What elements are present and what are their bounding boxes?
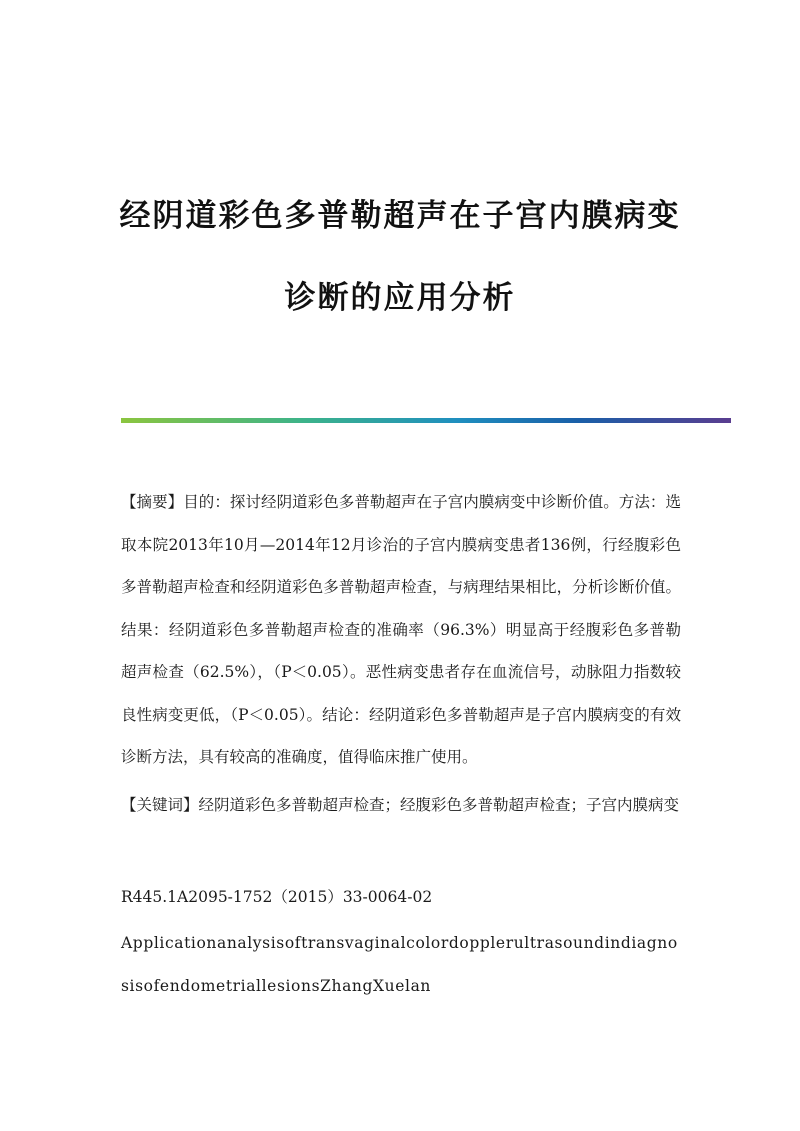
abstract-text: 目的：探讨经阴道彩色多普勒超声在子宫内膜病变中诊断价值。方法：选取本院2013年10月—2014年12月诊治的子宫内膜病变患者136例，行经腹彩色多普勒超声检查和经阴道彩色多普勒超声检查，与病理结果相比，分析诊断价值。结果：经阴道彩色多普勒超声检查的准确率（96.3%）明显高于经腹彩色多普勒超声检查（62.5%），（P＜0.05）。恶性病变患者存在血流信号，动脉阻力指数较良性病变更低，（P＜0.05）。结论：经阴道彩色多普勒超声是子宫内膜病变的有效诊断方法，具有较高的准确度，值得临床推广使用。 — [121, 493, 681, 766]
title-line-1: 经阴道彩色多普勒超声在子宫内膜病变 — [119, 198, 681, 234]
title-line-2: 诊断的应用分析 — [284, 280, 516, 316]
english-title: ApplicationanalysisoftransvaginalcolordopplerultrasoundindiagnosisofendometriallesionsZhangXuelan — [121, 934, 678, 995]
gradient-divider — [121, 418, 731, 423]
abstract-label: 【摘要】 — [121, 493, 184, 511]
keywords-label: 【关键词】 — [121, 796, 199, 814]
keywords-paragraph — [121, 784, 681, 827]
classification-number: R445.1A2095-1752（2015）33-0064-02 — [121, 888, 433, 906]
keywords-text: 经阴道彩色多普勒超声检查；经腹彩色多普勒超声检查；子宫内膜病变 — [198, 796, 680, 814]
abstract-paragraph — [121, 481, 681, 779]
